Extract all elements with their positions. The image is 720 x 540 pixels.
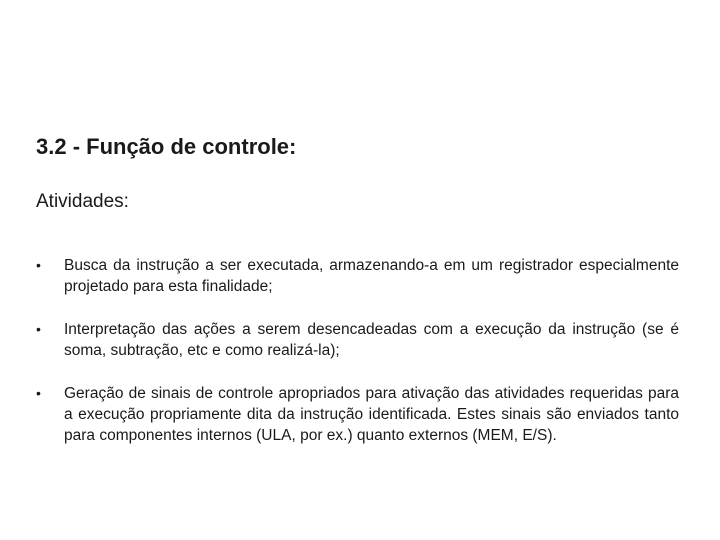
slide-title: 3.2 - Função de controle:	[36, 134, 297, 159]
slide-subtitle: Atividades:	[36, 191, 129, 212]
bullet-item	[36, 255, 679, 297]
bullet-text: Geração de sinais de controle apropriados para ativação das atividades requeridas para a execução propriamente dita da instrução identificada. Estes sinais são enviados tanto para componentes internos (ULA, por ex.) quanto externos (MEM, E/S).	[64, 385, 679, 444]
bullet-text: Busca da instrução a ser executada, armazenando-a em um registrador especialmente projetado para esta finalidade;	[64, 257, 679, 295]
bullet-item	[36, 383, 679, 446]
bullet-text: Interpretação das ações a serem desencadeadas com a execução da instrução (se é soma, subtração, etc e como realizá-la);	[64, 321, 679, 359]
bullet-list	[36, 255, 679, 468]
bullet-item	[36, 319, 679, 361]
bullet-icon: •	[36, 257, 41, 273]
bullet-icon: •	[36, 385, 41, 401]
bullet-icon: •	[36, 321, 41, 337]
